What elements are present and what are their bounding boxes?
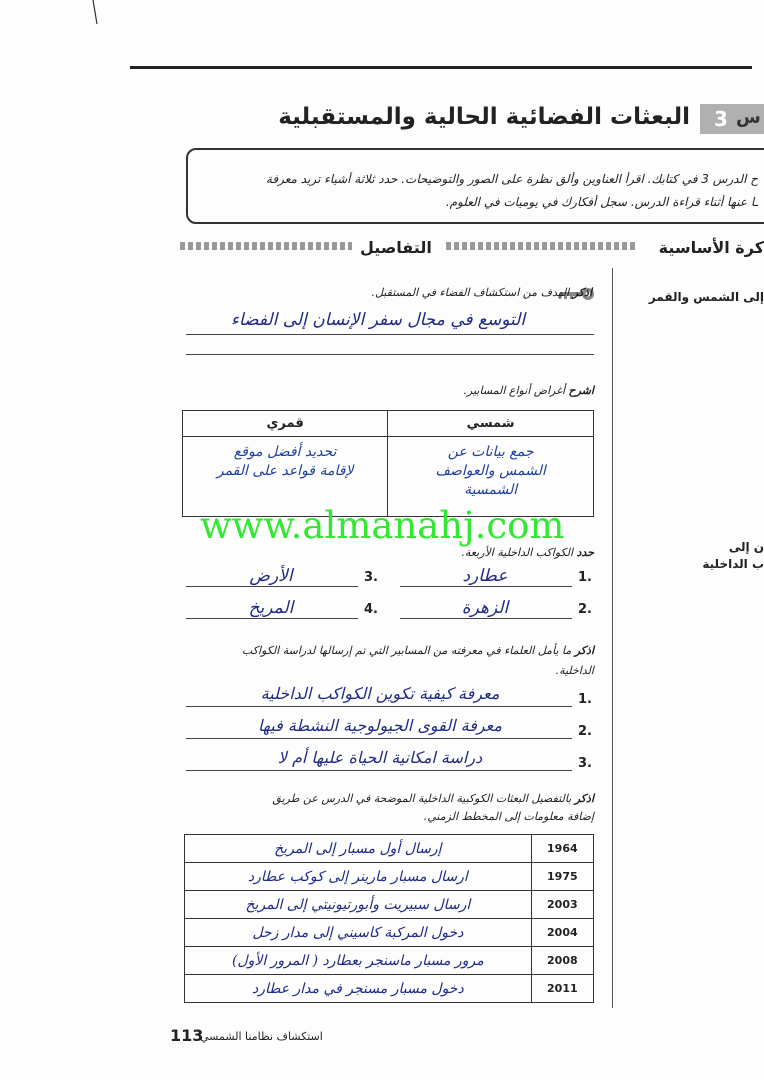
q5-prompt-line-1	[174, 792, 594, 805]
q1-answer: التوسع في مجال سفر الإنسان إلى الفضاء	[230, 310, 526, 330]
planet-item-4-num: 4.	[364, 602, 378, 617]
timeline-row	[185, 835, 594, 863]
watermark: www.almanahj.com	[200, 504, 565, 547]
timeline-table	[184, 834, 594, 1003]
planet-item-2-num: 2.	[578, 602, 592, 617]
timeline-event: دخول المركبة كاسيني إلى مدار زحل	[185, 919, 532, 947]
header-rule	[130, 66, 752, 69]
heading-dots-right	[446, 242, 636, 250]
timeline-year: 2011	[531, 975, 593, 1003]
timeline-row	[185, 947, 594, 975]
q2-prompt	[464, 384, 594, 397]
planet-item-4-answer: المريخ	[248, 598, 294, 618]
timeline-event: دخول مسبار مسنجر في مدار عطارد	[185, 975, 532, 1003]
q4-prompt-line-1	[174, 644, 594, 657]
timeline-event: إرسال أول مسبار إلى المريخ	[185, 835, 532, 863]
planet-item-1-num: 1.	[578, 570, 592, 585]
timeline-event: ارسال سبيريت وأبورتيونيتي إلى المريخ	[185, 891, 532, 919]
planet-item-4-line	[186, 618, 358, 619]
q2-prompt-verb: اشرح	[568, 384, 594, 397]
q4-prompt-verb: اذكر	[574, 644, 594, 657]
pen-mark	[92, 0, 98, 26]
q1-prompt-verb: اذكر	[572, 286, 592, 299]
q1-prompt-text: الهدف من استكشاف الفضاء في المستقبل.	[371, 286, 570, 299]
q5-prompt-verb: اذكر	[574, 792, 594, 805]
probe-header-lunar: قمري	[183, 411, 388, 437]
solar-answer-line-1: جمع بيانات عن	[447, 444, 534, 460]
q4-item-1-line	[186, 706, 572, 707]
q3-prompt-verb: حدد	[576, 546, 594, 559]
q3-prompt-text: الكواكب الداخلية الأربعة.	[461, 546, 574, 559]
timeline-year: 2008	[531, 947, 593, 975]
q4-item-3-answer: دراسة امكانية الحياة عليها أم لا	[277, 748, 483, 767]
lesson-badge-number: 3	[714, 107, 728, 131]
main-idea-heading: كرة الأساسية	[658, 238, 764, 257]
solar-answer-line-2: الشمس والعواصف	[435, 463, 546, 479]
probe-header-solar: شمسي	[388, 411, 594, 437]
details-heading: التفاصيل	[360, 238, 432, 257]
planet-item-3-answer: الأرض	[249, 566, 293, 586]
timeline-row	[185, 891, 594, 919]
intro-line-1: ح الدرس 3 في كتابك. اقرأ العناوين وألق نظرة على الصور والتوضيحات. حدد ثلاثة أشياء تريد معرفة	[265, 172, 758, 186]
timeline-row	[185, 863, 594, 891]
column-divider	[612, 268, 613, 1008]
planet-item-1-line	[400, 586, 572, 587]
q4-item-2-num: 2.	[578, 724, 592, 739]
timeline-row	[185, 975, 594, 1003]
sidebar-topic-2-line-1: ن إلى	[728, 540, 764, 554]
lunar-answer-line-1: تحديد أفضل موقع	[233, 444, 337, 460]
sidebar-topic-2-line-2: ب الداخلية	[702, 557, 764, 571]
q3-prompt	[461, 546, 594, 559]
book-title: استكشاف نظامنا الشمسي	[200, 1030, 323, 1043]
planet-item-1-answer: عطارد	[462, 566, 508, 586]
q1-prompt	[372, 286, 592, 299]
timeline-row	[185, 919, 594, 947]
timeline-year: 2003	[531, 891, 593, 919]
page-title: البعثات الفضائية الحالية والمستقبلية	[278, 104, 690, 130]
probe-table	[182, 410, 594, 517]
lesson-badge-prefix: س	[736, 107, 761, 128]
solar-answer-line-3: الشمسية	[464, 482, 518, 498]
q2-prompt-text: أغراض أنواع المسابير.	[463, 384, 566, 397]
q4-item-1-num: 1.	[578, 692, 592, 707]
probe-table-header-row	[183, 411, 594, 437]
q4-item-3-num: 3.	[578, 756, 592, 771]
timeline-event: ارسال مسبار مارينر إلى كوكب عطارد	[185, 863, 532, 891]
q1-answer-line-1	[186, 334, 594, 335]
timeline-year: 2004	[531, 919, 593, 947]
timeline-year: 1964	[531, 835, 593, 863]
q4-item-3-line	[186, 770, 572, 771]
page-number: 113	[170, 1026, 204, 1045]
lunar-answer-line-2: لإقامة قواعد على القمر	[216, 463, 354, 479]
q4-prompt-line-2: الداخلية.	[555, 664, 594, 677]
q5-prompt-line-2: إضافة معلومات إلى المخطط الزمني.	[423, 810, 594, 823]
heading-dots-left	[180, 242, 352, 250]
q4-item-2-answer: معرفة القوى الجيولوجية النشطة فيها	[258, 716, 502, 735]
q4-item-1-answer: معرفة كيفية تكوين الكواكب الداخلية	[260, 684, 500, 703]
timeline-event: مرور مسبار ماسنجر بعطارد ( المرور الأول)	[185, 947, 532, 975]
intro-box	[186, 148, 764, 224]
timeline-year: 1975	[531, 863, 593, 891]
planet-item-3-num: 3.	[364, 570, 378, 585]
planet-item-3-line	[186, 586, 358, 587]
q4-prompt-text-1: ما يأمل العلماء في معرفته من المسابير التي تم إرسالها لدراسة الكواكب	[241, 644, 572, 657]
sidebar-topic-1: إلى الشمس والقمر	[648, 290, 764, 304]
q5-prompt-text-1: بالتفصيل البعثات الكوكبية الداخلية الموضحة في الدرس عن طريق	[272, 792, 572, 805]
q1-answer-line-2	[186, 354, 594, 355]
q4-item-2-line	[186, 738, 572, 739]
planet-item-2-answer: الزهرة	[461, 598, 509, 618]
lesson-badge	[700, 104, 764, 134]
intro-line-2: ـا عنها أثناء قراءة الدرس. سجل أفكارك في يوميات في العلوم.	[445, 195, 758, 209]
timeline-body	[185, 835, 594, 1003]
planet-item-2-line	[400, 618, 572, 619]
